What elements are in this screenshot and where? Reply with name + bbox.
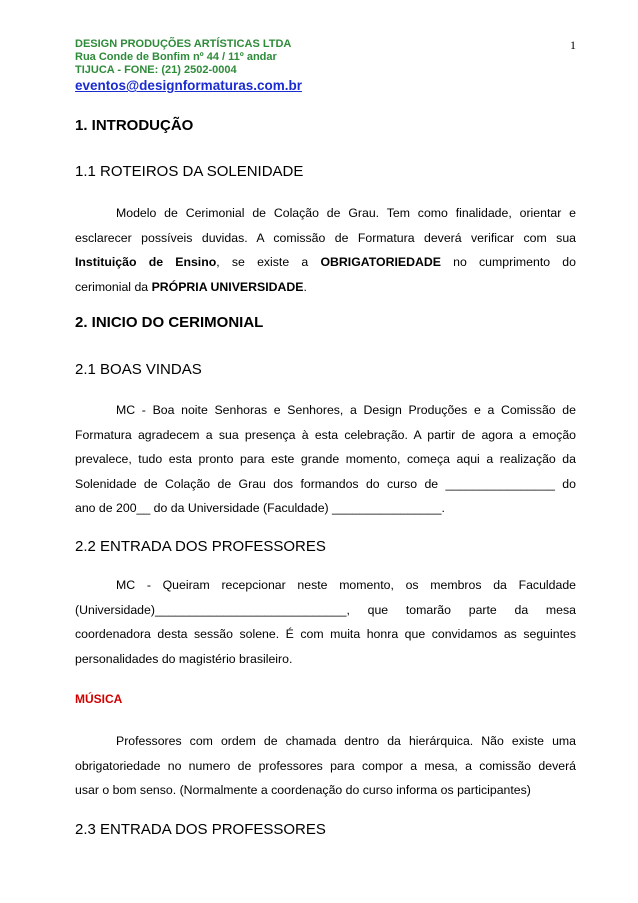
text-line: Formatura agradecem a sua presença à esta celebração. A partir de agora a emoção xyxy=(75,427,576,442)
text-line: coordenadora desta sessão solene. É com muita honra que convidamos as seguintes xyxy=(75,627,576,642)
heading-introducao: 1. INTRODUÇÃO xyxy=(75,117,194,134)
text-line xyxy=(75,275,576,300)
heading-boas-vindas: 2.1 BOAS VINDAS xyxy=(75,361,202,378)
heading-inicio-cerimonial: 2. INICIO DO CERIMONIAL xyxy=(75,314,264,331)
text-line: MC - Boa noite Senhoras e Senhores, a Design Produções e a Comissão de xyxy=(116,403,576,417)
text-fragment: que xyxy=(367,602,389,617)
text-line: usar o bom senso. (Normalmente a coordenação do curso informa os participantes) xyxy=(75,783,531,798)
text-line: prevalece, tudo esta pronto para este grande momento, começa aqui a realização da xyxy=(75,452,576,467)
text-fragment: parte xyxy=(468,602,497,617)
text-fragment: , se existe a xyxy=(216,255,321,270)
text-line: MC - Queiram recepcionar neste momento, os membros da Faculdade xyxy=(116,578,576,592)
text-fragment: . xyxy=(303,279,307,294)
bold-text: OBRIGATORIEDADE xyxy=(320,255,441,270)
text-line: Solenidade de Colação de Grau dos formandos do curso de ________________ do xyxy=(75,476,576,491)
musica-cue: MÚSICA xyxy=(75,692,123,706)
text-line: ano de 200__ do da Universidade (Faculdade) ________________. xyxy=(75,501,445,516)
text-fragment: (Universidade)____________________________, xyxy=(75,602,350,617)
text-fragment: no cumprimento do xyxy=(440,255,576,270)
letterhead xyxy=(75,38,302,94)
text-line: Modelo de Cerimonial de Colação de Grau. Tem como finalidade, orientar e xyxy=(116,206,576,220)
heading-entrada-professores: 2.2 ENTRADA DOS PROFESSORES xyxy=(75,538,326,555)
bold-text: PRÓPRIA UNIVERSIDADE xyxy=(151,279,304,294)
company-name: DESIGN PRODUÇÕES ARTÍSTICAS LTDA xyxy=(75,38,292,50)
text-line: personalidades do magistério brasileiro. xyxy=(75,651,293,666)
company-phone: TIJUCA - FONE: (21) 2502-0004 xyxy=(75,64,237,76)
text-line xyxy=(75,598,576,623)
text-fragment: cerimonial da xyxy=(75,279,152,294)
paragraph-boas-vindas xyxy=(75,398,576,521)
heading-roteiros: 1.1 ROTEIROS DA SOLENIDADE xyxy=(75,163,304,180)
paragraph-roteiros xyxy=(75,201,576,299)
text-line: Professores com ordem de chamada dentro da hierárquica. Não existe uma xyxy=(116,734,576,748)
text-fragment: mesa xyxy=(545,602,576,617)
heading-entrada-professores-2: 2.3 ENTRADA DOS PROFESSORES xyxy=(75,821,326,838)
bold-text: Instituição de Ensino xyxy=(75,255,217,270)
text-line xyxy=(75,250,576,275)
email-link[interactable]: eventos@designformaturas.com.br xyxy=(75,78,302,93)
company-address: Rua Conde de Bonfim nº 44 / 11º andar xyxy=(75,51,277,63)
text-line: esclarecer possíveis duvidas. A comissão de Formatura deverá verificar com sua xyxy=(75,230,576,245)
page-number: 1 xyxy=(570,38,576,52)
text-fragment: tomarão xyxy=(405,602,451,617)
text-fragment: da xyxy=(514,602,529,617)
text-line: obrigatoriedade no numero de professores para compor a mesa, a comissão deverá xyxy=(75,758,576,773)
paragraph-entrada-professores xyxy=(75,573,576,671)
paragraph-ordem-professores xyxy=(75,729,576,803)
